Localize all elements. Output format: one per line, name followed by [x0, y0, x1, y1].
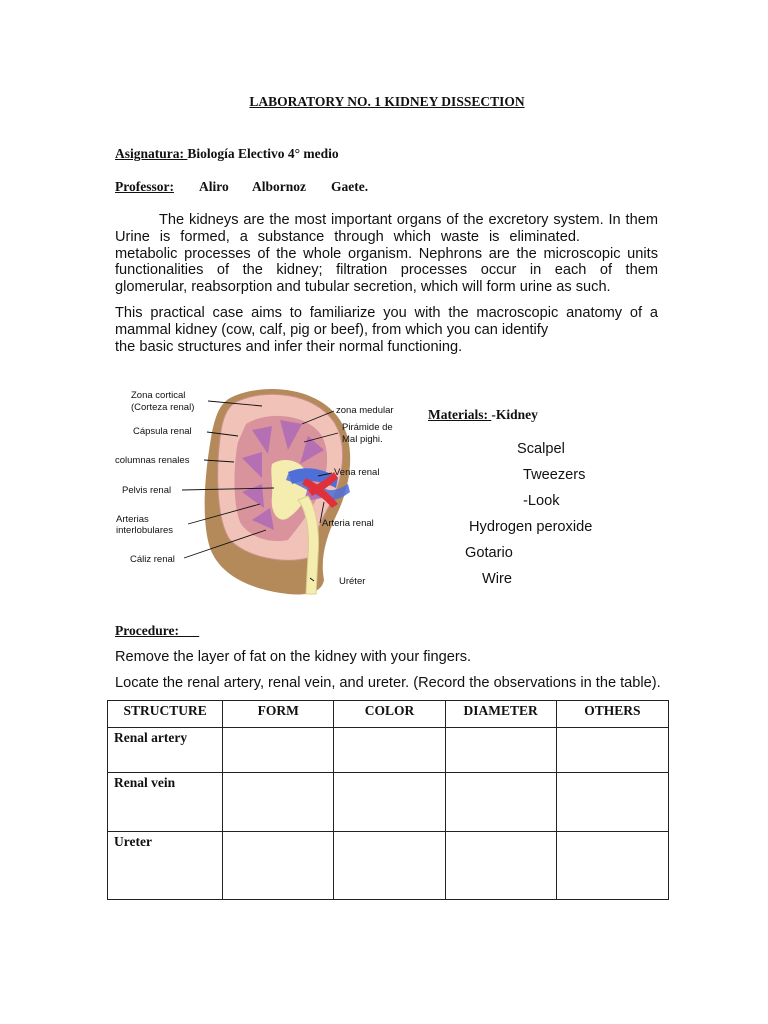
materials-label: Materials:: [428, 407, 492, 422]
material-item: Scalpel: [517, 441, 565, 457]
header-structure: STRUCTURE: [108, 701, 223, 728]
label-piramide: Pirámide de: [342, 422, 393, 433]
intro-paragraph: [115, 212, 658, 296]
label-arterias: Arterias: [116, 514, 149, 525]
page-title: LABORATORY NO. 1 KIDNEY DISSECTION: [249, 94, 525, 109]
header-color: COLOR: [334, 701, 445, 728]
label-zona-medular: zona medular: [336, 405, 394, 416]
table-header-row: [108, 701, 669, 728]
professor-line: [115, 179, 369, 195]
table-cell[interactable]: [445, 773, 556, 832]
label-corteza-renal: (Corteza renal): [131, 402, 195, 413]
table-cell[interactable]: [556, 832, 668, 900]
aim-paragraph: [115, 305, 658, 355]
row-label-renal-artery: Renal artery: [108, 728, 223, 773]
label-zona-cortical: Zona cortical: [131, 390, 186, 401]
aim-line: the basic structures and infer their normal functioning.: [115, 338, 463, 355]
intro-line: glomerular, reabsorption and tubular secretion, which will form urine as such.: [115, 279, 611, 296]
table-cell[interactable]: [334, 832, 445, 900]
intro-line: The kidneys are the most important organs of the excretory system. In them: [159, 212, 658, 228]
table-cell[interactable]: [223, 728, 334, 773]
professor-name-first: Aliro: [199, 179, 229, 194]
table-cell[interactable]: [556, 728, 668, 773]
subject-line: [115, 146, 339, 162]
table-cell[interactable]: [223, 832, 334, 900]
label-capsula-renal: Cápsula renal: [133, 426, 192, 437]
procedure-step: Remove the layer of fat on the kidney with your fingers.: [115, 649, 472, 665]
material-item: -Look: [523, 493, 560, 509]
procedure-heading: Procedure:: [115, 623, 200, 638]
subject-value: Biología Electivo 4° medio: [187, 146, 339, 161]
professor-label: Professor:: [115, 179, 174, 194]
label-pelvis-renal: Pelvis renal: [122, 485, 172, 496]
professor-name-middle: Albornoz: [252, 179, 306, 194]
material-item: Hydrogen peroxide: [469, 519, 593, 535]
label-ureter: Uréter: [339, 576, 366, 587]
table-cell[interactable]: [334, 728, 445, 773]
kidney-anatomy-figure: [112, 380, 412, 602]
table-cell[interactable]: [445, 832, 556, 900]
professor-name-last: Gaete.: [331, 179, 369, 194]
header-diameter: DIAMETER: [445, 701, 556, 728]
observations-table: [107, 700, 669, 900]
label-interlobulares: interlobulares: [116, 525, 174, 536]
label-malpighi: Mal pighi.: [342, 434, 383, 445]
label-columnas-renales: columnas renales: [115, 455, 190, 466]
table-row: [108, 773, 669, 832]
material-item: Wire: [482, 571, 512, 587]
intro-line: Urine is formed, a substance through which waste is eliminated.: [115, 228, 580, 245]
intro-line: functionalities of the kidney; filtration processes occur in each of them: [115, 262, 658, 279]
material-item: Tweezers: [523, 467, 586, 483]
header-form: FORM: [223, 701, 334, 728]
aim-line: mammal kidney (cow, calf, pig or beef), from which you can identify: [115, 321, 549, 338]
intro-line: metabolic processes of the whole organism. Nephrons are the microscopic units: [115, 245, 658, 262]
table-row: [108, 728, 669, 773]
row-label-ureter: Ureter: [108, 832, 223, 900]
label-arteria-renal: Arteria renal: [322, 518, 374, 529]
table-row: [108, 832, 669, 900]
header-others: OTHERS: [556, 701, 668, 728]
table-cell[interactable]: [334, 773, 445, 832]
material-item: Gotario: [465, 545, 513, 561]
materials-first-item: -Kidney: [491, 407, 538, 422]
table-cell[interactable]: [556, 773, 668, 832]
materials-heading: [428, 407, 538, 423]
procedure-step: Locate the renal artery, renal vein, and ureter. (Record the observations in the table).: [115, 675, 661, 691]
table-cell[interactable]: [445, 728, 556, 773]
subject-label: Asignatura:: [115, 146, 188, 161]
row-label-renal-vein: Renal vein: [108, 773, 223, 832]
label-caliz-renal: Cáliz renal: [130, 554, 175, 565]
table-cell[interactable]: [223, 773, 334, 832]
label-vena-renal: Vena renal: [334, 467, 380, 478]
aim-line: This practical case aims to familiarize you with the macroscopic anatomy of a: [115, 305, 658, 321]
